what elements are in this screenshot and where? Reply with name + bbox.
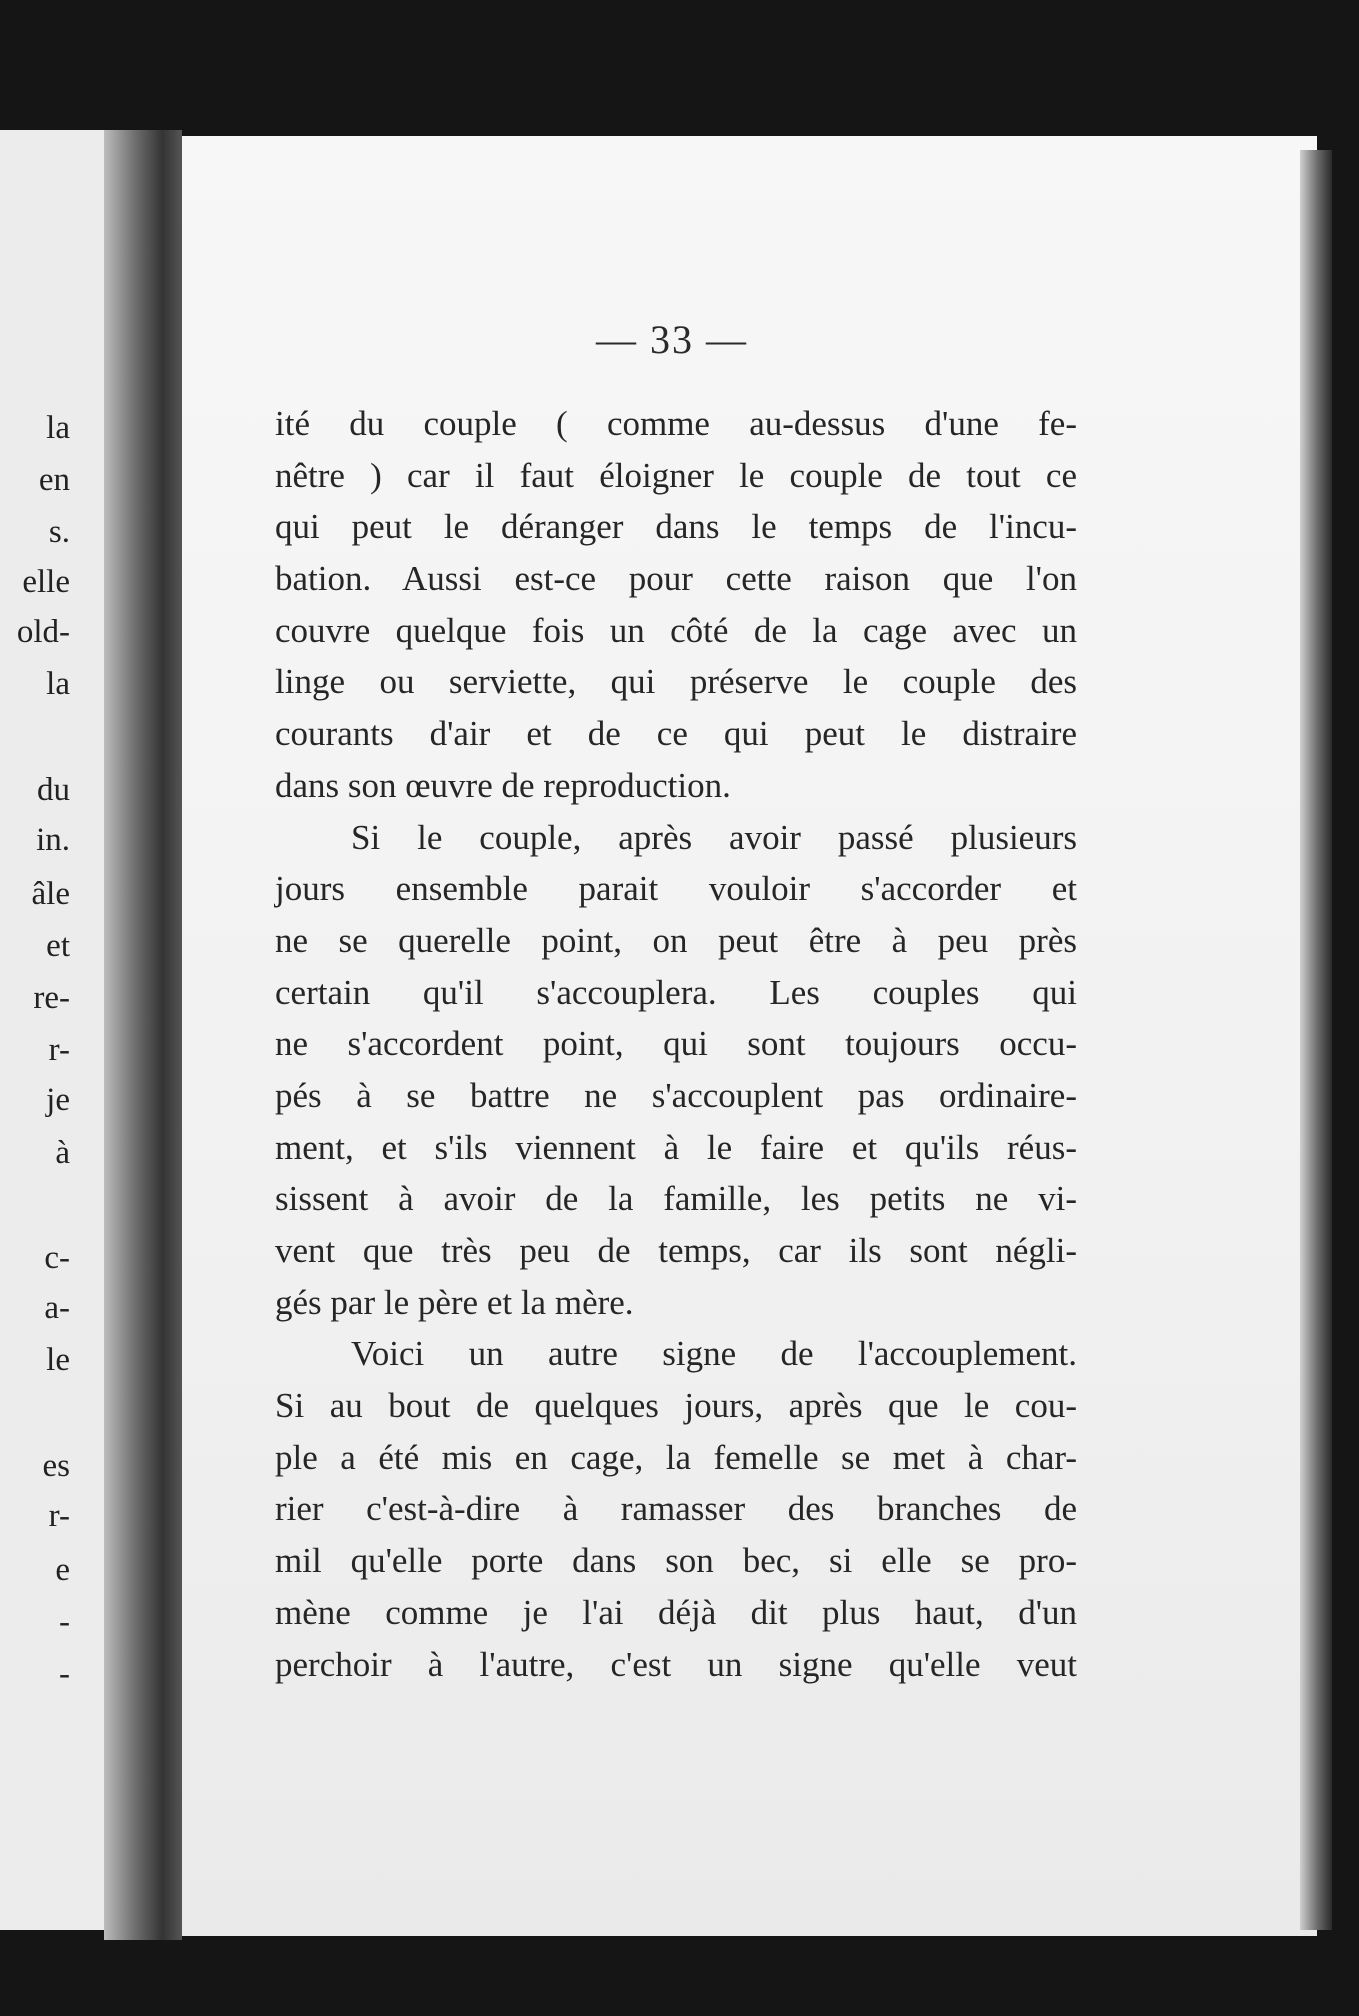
left-page-fragment: a- (44, 1290, 70, 1326)
text-line: mil qu'elle porte dans son bec, si elle se pro- (275, 1541, 1077, 1581)
text-line: ment, et s'ils viennent à le faire et qu'ils réus- (275, 1127, 1077, 1167)
text-line: dans son œuvre de reproduction. (275, 765, 731, 805)
body-text (275, 398, 1077, 1690)
left-page-fragment: e (55, 1552, 70, 1588)
text-line: linge ou serviette, qui préserve le couple des (275, 662, 1077, 702)
left-page-fragment: la (46, 666, 70, 702)
text-line: mène comme je l'ai déjà dit plus haut, d'un (275, 1592, 1077, 1632)
text-line: ne se querelle point, on peut être à peu près (275, 920, 1077, 960)
left-page-fragment: re- (33, 980, 70, 1016)
text-line: jours ensemble parait vouloir s'accorder et (275, 869, 1077, 909)
left-page-fragment: s. (48, 514, 70, 550)
left-page-fragment: es (42, 1448, 70, 1484)
left-page-fragment: à (55, 1135, 70, 1171)
text-line: Si au bout de quelques jours, après que le cou- (275, 1386, 1077, 1426)
text-line: ple a été mis en cage, la femelle se met à char- (275, 1437, 1077, 1477)
page-number: — 33 — (596, 317, 748, 362)
left-page-fragment: du (37, 772, 70, 808)
text-line: pés à se battre ne s'accouplent pas ordinaire- (275, 1075, 1077, 1115)
text-line: gés par le père et la mère. (275, 1282, 634, 1322)
left-page-fragment: en (38, 462, 70, 498)
left-page-fragment: âle (31, 876, 70, 912)
left-page-fragment: in. (36, 822, 70, 858)
text-line: couvre quelque fois un côté de la cage avec un (275, 610, 1077, 650)
left-page-fragment: et (46, 928, 70, 964)
left-page-fragment: old- (16, 614, 70, 650)
right-page-edge (1300, 150, 1332, 1930)
text-line: ne s'accordent point, qui sont toujours occu- (275, 1024, 1077, 1064)
left-page-fragment: elle (22, 564, 70, 600)
left-page-fragment: c- (44, 1240, 70, 1276)
book-gutter-shadow (104, 130, 182, 1940)
left-page-fragment: r- (48, 1498, 70, 1534)
text-line: Voici un autre signe de l'accouplement. (351, 1334, 1077, 1374)
left-page-text-fragments (0, 400, 110, 1700)
left-page-fragment: r- (48, 1032, 70, 1068)
text-line: vent que très peu de temps, car ils sont négli- (275, 1231, 1077, 1270)
text-line: courants d'air et de ce qui peut le distraire (275, 714, 1077, 754)
text-line: rier c'est-à-dire à ramasser des branches de (275, 1489, 1077, 1529)
left-page-fragment: - (59, 1604, 70, 1640)
left-page-fragment: je (46, 1082, 70, 1118)
text-line: perchoir à l'autre, c'est un signe qu'elle veut (275, 1644, 1077, 1684)
text-line: certain qu'il s'accouplera. Les couples qui (275, 972, 1077, 1012)
text-line: sissent à avoir de la famille, les petits ne vi- (275, 1179, 1077, 1219)
text-line: bation. Aussi est-ce pour cette raison que l'on (275, 559, 1077, 599)
left-page-fragment: la (46, 410, 70, 446)
text-line: Si le couple, après avoir passé plusieurs (351, 817, 1077, 857)
text-line: qui peut le déranger dans le temps de l'incu- (275, 507, 1077, 547)
text-line: nêtre ) car il faut éloigner le couple de tout ce (275, 455, 1077, 495)
text-line: ité du couple ( comme au-dessus d'une fe- (275, 404, 1077, 443)
left-page-fragment: - (59, 1656, 70, 1692)
left-page-fragment: le (46, 1342, 70, 1378)
